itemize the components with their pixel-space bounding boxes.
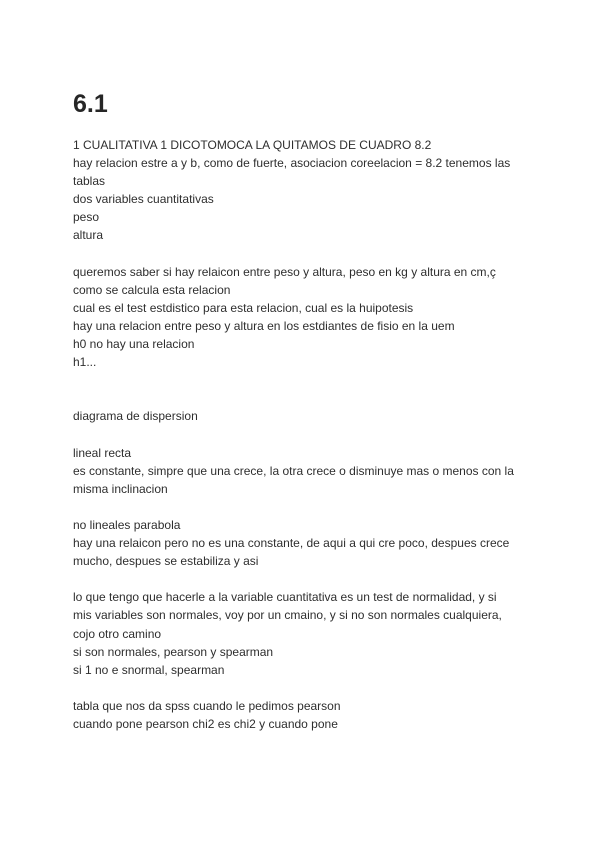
blank-line [73, 679, 543, 697]
text-line: cual es el test estdistico para esta relacion, cual es la huipotesis [73, 300, 414, 315]
blank-line [73, 245, 543, 263]
text-line: hay relacion estre a y b, como de fuerte, asociacion coreelacion = 8.2 tenemos las [73, 156, 511, 171]
blank-line [73, 426, 543, 444]
text-line: misma inclinacion [73, 481, 168, 496]
text-line: dos variables cuantitativas [73, 192, 214, 207]
text-line: h0 no hay una relacion [73, 337, 195, 352]
text-line: queremos saber si hay relaicon entre peso y altura, peso en kg y altura en cm,ç [73, 264, 496, 279]
text-line: cuando pone pearson chi2 es chi2 y cuando pone [73, 717, 338, 731]
text-line: diagrama de dispersion [73, 409, 198, 424]
text-line: altura [73, 228, 104, 243]
blank-line [73, 371, 543, 389]
text-line: es constante, simpre que una crece, la otra crece o disminuye mas o menos con la [73, 463, 514, 478]
text-line: hay una relaicon pero no es una constante, de aqui a qui cre poco, despues crece [73, 536, 510, 551]
text-line: tablas [73, 174, 106, 189]
page-title: 6.1 [73, 90, 108, 118]
text-line: si 1 no e snormal, spearman [73, 662, 225, 677]
document-body [73, 136, 543, 733]
text-line: no lineales parabola [73, 517, 181, 532]
text-line: lineal recta [73, 445, 132, 460]
blank-line [73, 389, 543, 407]
text-line: h1... [73, 355, 97, 370]
text-line: como se calcula esta relacion [73, 282, 231, 297]
text-line: lo que tengo que hacerle a la variable cuantitativa es un test de normalidad, y si [73, 590, 497, 605]
blank-line [73, 570, 543, 588]
text-line: cojo otro camino [73, 626, 162, 641]
text-line: peso [73, 210, 100, 225]
text-line: mucho, despues se estabiliza y asi [73, 554, 259, 569]
text-line: hay una relacion entre peso y altura en los estdiantes de fisio en la uem [73, 318, 455, 333]
blank-line [73, 498, 543, 516]
text-line: si son normales, pearson y spearman [73, 644, 274, 659]
document-page [73, 88, 543, 733]
text-line: tabla que nos da spss cuando le pedimos pearson [73, 698, 341, 713]
text-line: mis variables son normales, voy por un cmaino, y si no son normales cualquiera, [73, 608, 502, 623]
text-line: 1 CUALITATIVA 1 DICOTOMOCA LA QUITAMOS DE CUADRO 8.2 [73, 138, 432, 152]
